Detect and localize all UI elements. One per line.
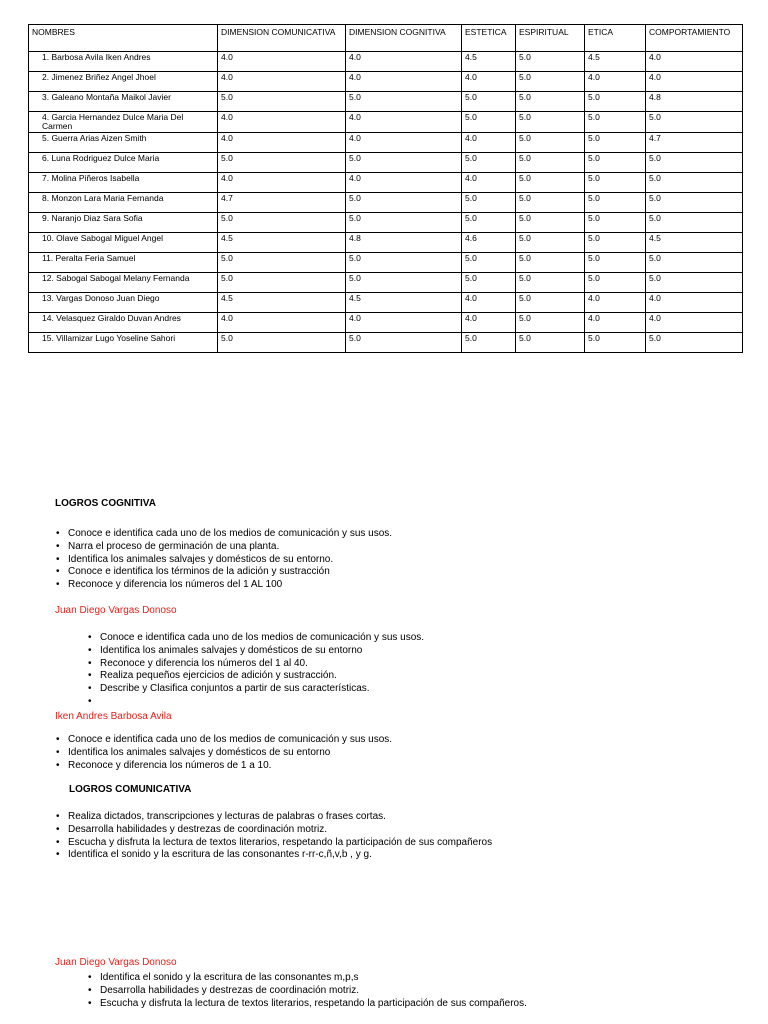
grade-cell: 5.0 (516, 92, 585, 112)
grade-cell: 5.0 (516, 293, 585, 313)
grade-cell: 5.0 (646, 213, 743, 233)
grade-cell: 5.0 (462, 333, 516, 353)
grade-cell: 5.0 (516, 133, 585, 153)
grade-cell: 5.0 (462, 193, 516, 213)
grade-cell: 4.7 (646, 133, 743, 153)
student-name-cell: 10. Olave Sabogal Miguel Angel (29, 233, 218, 253)
grade-cell: 5.0 (585, 153, 646, 173)
grade-cell: 5.0 (346, 213, 462, 233)
list-item: • Narra el proceso de germinación de una planta. (54, 541, 392, 554)
grade-cell: 4.0 (462, 72, 516, 92)
list-item: • Identifica los animales salvajes y domésticos de su entorno (86, 645, 424, 658)
grade-cell: 4.5 (218, 233, 346, 253)
grade-cell: 4.0 (646, 72, 743, 92)
logros-comunicativa-heading: LOGROS COMUNICATIVA (69, 784, 192, 795)
column-header: DIMENSION COMUNICATIVA (218, 25, 346, 52)
grade-cell: 5.0 (462, 112, 516, 133)
list-item: • Realiza pequeños ejercicios de adición y sustracción. (86, 670, 424, 683)
grade-cell: 5.0 (646, 112, 743, 133)
table-row (29, 173, 743, 193)
grade-cell: 4.8 (646, 92, 743, 112)
grade-cell: 5.0 (218, 273, 346, 293)
column-header: COMPORTAMIENTO (646, 25, 743, 52)
column-header: ESTETICA (462, 25, 516, 52)
grade-cell: 5.0 (218, 92, 346, 112)
student-name-cell: 12. Sabogal Sabogal Melany Fernanda (29, 273, 218, 293)
student-name-cell: 8. Monzon Lara Maria Fernanda (29, 193, 218, 213)
grade-cell: 4.0 (585, 293, 646, 313)
list-item: • Reconoce y diferencia los números del 1 AL 100 (54, 579, 392, 592)
grade-cell: 4.0 (462, 133, 516, 153)
list-item: • Identifica los animales salvajes y domésticos de su entorno. (54, 554, 392, 567)
student-name-cell: 7. Molina Piñeros Isabella (29, 173, 218, 193)
grade-cell: 4.7 (218, 193, 346, 213)
grade-cell: 5.0 (646, 153, 743, 173)
grade-cell: 5.0 (462, 92, 516, 112)
list-item: • Conoce e identifica los términos de la adición y sustracción (54, 566, 392, 579)
table-row (29, 72, 743, 92)
juan-diego-comunicativa-list (86, 972, 527, 1010)
grade-cell: 4.8 (346, 233, 462, 253)
table-row (29, 193, 743, 213)
grade-cell: 5.0 (585, 193, 646, 213)
grade-cell: 5.0 (585, 233, 646, 253)
grade-cell: 4.0 (462, 173, 516, 193)
grade-cell: 5.0 (646, 173, 743, 193)
list-item: • Escucha y disfruta la lectura de textos literarios, respetando la participación de sus compañeros. (86, 998, 527, 1011)
grade-cell: 4.6 (462, 233, 516, 253)
list-item: • Describe y Clasifica conjuntos a partir de sus características. (86, 683, 424, 696)
grade-cell: 4.0 (346, 112, 462, 133)
student-name-iken-andres-cognitiva: Iken Andres Barbosa Avila (55, 711, 172, 722)
grade-cell: 4.0 (346, 173, 462, 193)
grade-cell: 5.0 (516, 213, 585, 233)
grade-cell: 4.0 (646, 293, 743, 313)
grade-cell: 4.0 (646, 313, 743, 333)
grade-cell: 5.0 (218, 253, 346, 273)
grade-cell: 5.0 (516, 153, 585, 173)
grade-cell: 5.0 (516, 273, 585, 293)
grade-cell: 4.0 (218, 72, 346, 92)
grade-cell: 5.0 (346, 273, 462, 293)
list-item: • Reconoce y diferencia los números de 1 a 10. (54, 760, 392, 773)
grade-cell: 5.0 (585, 253, 646, 273)
grade-cell: 5.0 (646, 193, 743, 213)
grade-cell: 5.0 (346, 253, 462, 273)
student-name-cell: 6. Luna Rodriguez Dulce Maria (29, 153, 218, 173)
logros-cognitiva-heading: LOGROS COGNITIVA (55, 498, 156, 509)
grade-cell: 4.0 (218, 173, 346, 193)
column-header: ESPIRITUAL (516, 25, 585, 52)
student-name-cell: 5. Guerra Arias Aizen Smith (29, 133, 218, 153)
grade-cell: 4.5 (646, 233, 743, 253)
list-item: • Conoce e identifica cada uno de los medios de comunicación y sus usos. (86, 632, 424, 645)
grade-cell: 4.0 (585, 313, 646, 333)
grade-cell: 5.0 (516, 193, 585, 213)
grade-cell: 5.0 (585, 173, 646, 193)
grade-cell: 4.0 (218, 112, 346, 133)
list-item: • Desarrolla habilidades y destrezas de coordinación motriz. (54, 824, 492, 837)
grade-cell: 5.0 (646, 253, 743, 273)
table-row (29, 92, 743, 112)
grade-cell: 4.0 (218, 313, 346, 333)
grade-cell: 4.0 (218, 52, 346, 72)
grade-cell: 5.0 (516, 173, 585, 193)
grade-cell: 5.0 (646, 333, 743, 353)
grade-cell: 4.0 (346, 52, 462, 72)
grade-cell: 4.0 (585, 72, 646, 92)
grade-cell: 5.0 (462, 153, 516, 173)
grade-cell: 5.0 (516, 313, 585, 333)
grade-cell: 4.0 (346, 313, 462, 333)
grade-cell: 4.0 (346, 72, 462, 92)
grade-cell: 4.0 (462, 313, 516, 333)
iken-andres-cognitiva-list (54, 734, 392, 772)
grade-cell: 5.0 (462, 253, 516, 273)
grade-cell: 5.0 (585, 112, 646, 133)
grade-cell: 4.5 (218, 293, 346, 313)
grade-cell: 4.0 (346, 133, 462, 153)
list-item: • Conoce e identifica cada uno de los medios de comunicación y sus usos. (54, 528, 392, 541)
grade-cell: 5.0 (462, 213, 516, 233)
list-item: • Identifica el sonido y la escritura de las consonantes r-rr-c,ñ,v,b , y g. (54, 849, 492, 862)
logros-cognitiva-list (54, 528, 392, 592)
grade-cell: 5.0 (585, 92, 646, 112)
grade-cell: 5.0 (346, 193, 462, 213)
grade-cell: 5.0 (516, 233, 585, 253)
grade-cell: 5.0 (516, 253, 585, 273)
student-name-cell: 15. Villamizar Lugo Yoseline Sahori (29, 333, 218, 353)
grade-cell: 5.0 (585, 333, 646, 353)
student-name-cell: 11. Peralta Feria Samuel (29, 253, 218, 273)
column-header: ETICA (585, 25, 646, 52)
table-row (29, 133, 743, 153)
grade-cell: 5.0 (585, 213, 646, 233)
grade-cell: 5.0 (218, 333, 346, 353)
grade-cell: 5.0 (646, 273, 743, 293)
grade-cell: 4.0 (218, 133, 346, 153)
grade-cell: 5.0 (585, 273, 646, 293)
list-item (86, 696, 424, 709)
student-name-cell: 4. Garcia Hernandez Dulce Maria Del Carmen (29, 112, 218, 133)
student-name-cell: 9. Naranjo Diaz Sara Sofia (29, 213, 218, 233)
grade-cell: 4.5 (462, 52, 516, 72)
student-name-juan-diego-cognitiva: Juan Diego Vargas Donoso (55, 605, 177, 616)
juan-diego-cognitiva-list (86, 632, 424, 709)
table-header-row (29, 25, 743, 52)
column-header: DIMENSION COGNITIVA (346, 25, 462, 52)
grade-cell: 5.0 (585, 133, 646, 153)
student-name-cell: 3. Galeano Montaña Maikol Javier (29, 92, 218, 112)
list-item: • Reconoce y diferencia los números del 1 al 40. (86, 658, 424, 671)
list-item: • Escucha y disfruta la lectura de textos literarios, respetando la participación de sus compañeros (54, 837, 492, 850)
table-row (29, 233, 743, 253)
list-item: • Identifica los animales salvajes y domésticos de su entorno (54, 747, 392, 760)
grade-cell: 5.0 (516, 52, 585, 72)
table-row (29, 112, 743, 133)
grade-cell: 4.0 (462, 293, 516, 313)
grade-cell: 5.0 (516, 333, 585, 353)
grade-cell: 5.0 (516, 112, 585, 133)
table-row (29, 213, 743, 233)
student-name-cell: 2. Jimenez Briñez Angel Jhoel (29, 72, 218, 92)
grade-cell: 5.0 (218, 153, 346, 173)
list-item: • Realiza dictados, transcripciones y lecturas de palabras o frases cortas. (54, 811, 492, 824)
student-name-cell: 1. Barbosa Avila Iken Andres (29, 52, 218, 72)
grade-cell: 5.0 (346, 333, 462, 353)
grades-table (28, 24, 743, 353)
grade-cell: 4.0 (646, 52, 743, 72)
grade-cell: 5.0 (346, 92, 462, 112)
table-row (29, 293, 743, 313)
table-row (29, 313, 743, 333)
list-item: • Conoce e identifica cada uno de los medios de comunicación y sus usos. (54, 734, 392, 747)
grade-cell: 5.0 (462, 273, 516, 293)
list-item: • Identifica el sonido y la escritura de las consonantes m,p,s (86, 972, 527, 985)
grade-cell: 5.0 (346, 153, 462, 173)
grade-cell: 4.5 (346, 293, 462, 313)
student-name-juan-diego-comunicativa: Juan Diego Vargas Donoso (55, 957, 177, 968)
student-name-cell: 14. Velasquez Giraldo Duvan Andres (29, 313, 218, 333)
table-row (29, 52, 743, 72)
table-row (29, 333, 743, 353)
grade-cell: 5.0 (516, 72, 585, 92)
logros-comunicativa-list (54, 811, 492, 862)
grade-cell: 5.0 (218, 213, 346, 233)
table-row (29, 153, 743, 173)
table-row (29, 273, 743, 293)
student-name-cell: 13. Vargas Donoso Juan Diego (29, 293, 218, 313)
list-item: • Desarrolla habilidades y destrezas de coordinación motriz. (86, 985, 527, 998)
column-header: NOMBRES (29, 25, 218, 52)
grade-cell: 4.5 (585, 52, 646, 72)
table-row (29, 253, 743, 273)
